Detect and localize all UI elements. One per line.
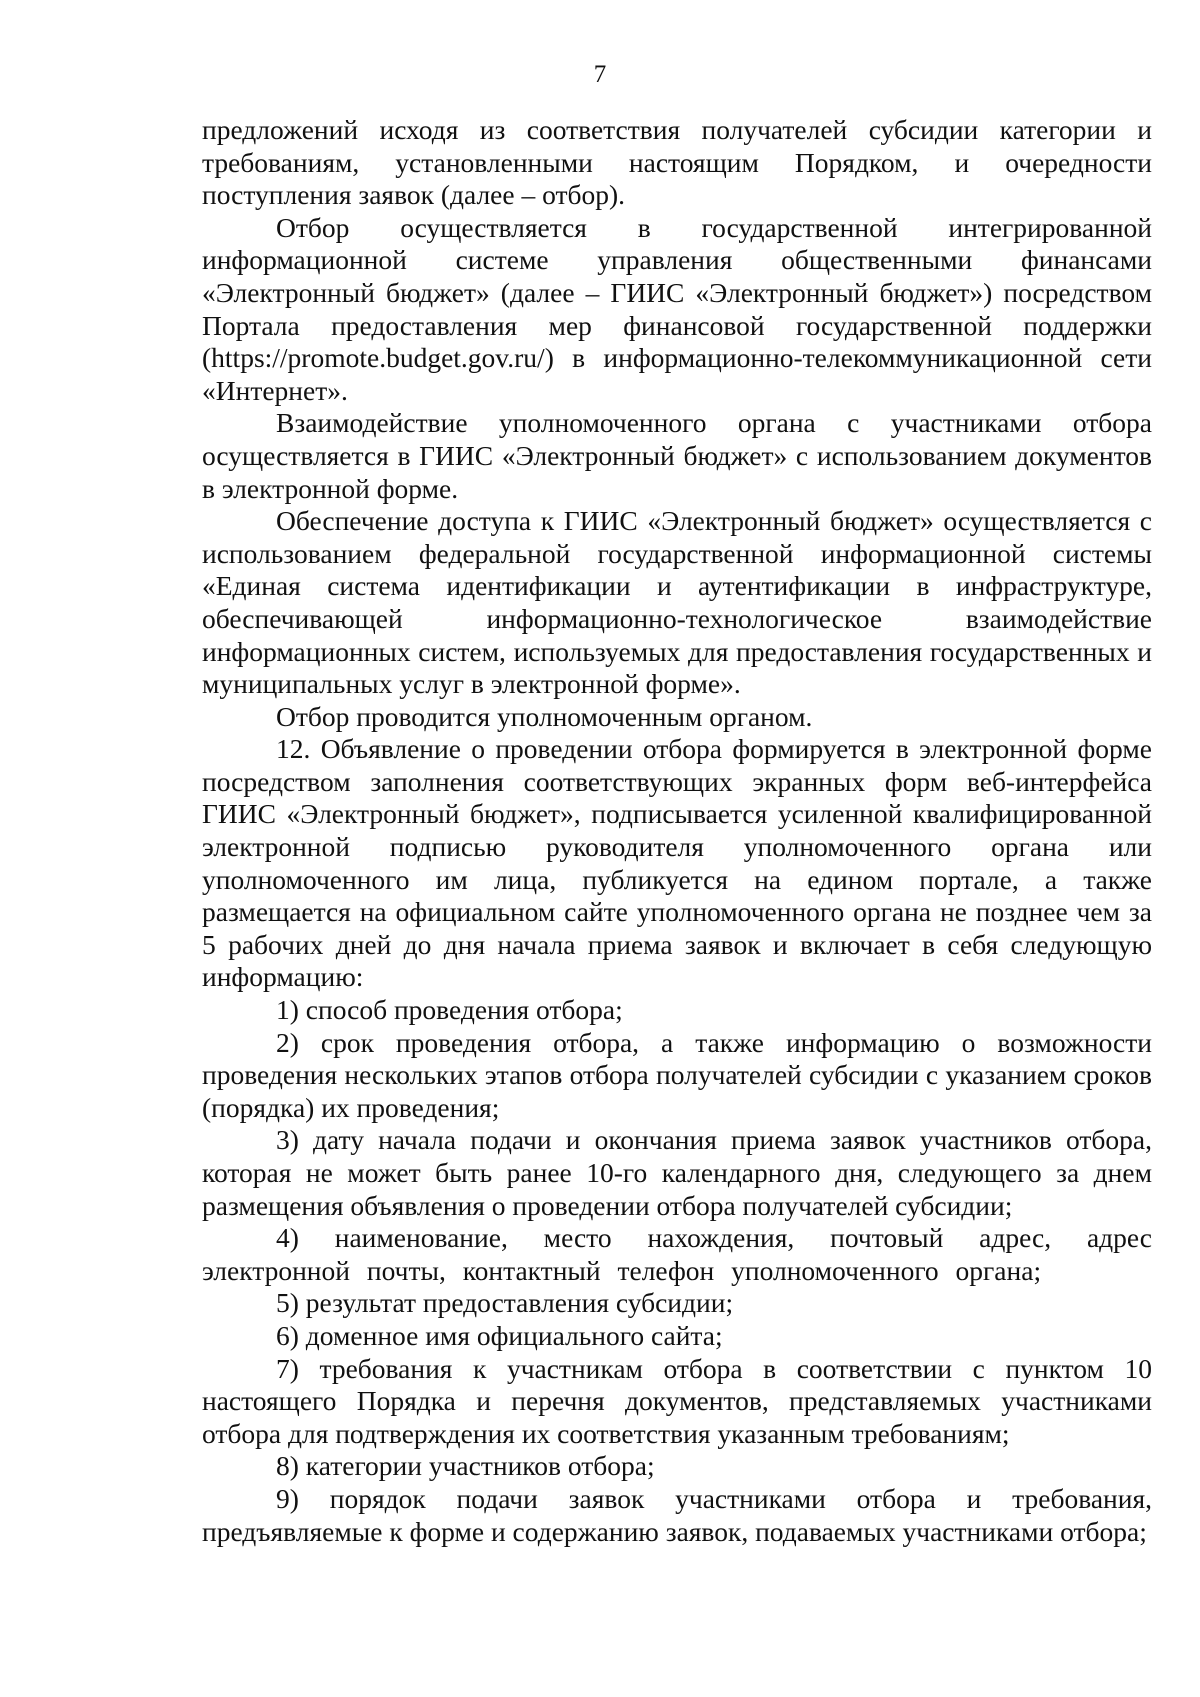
list-item-2: 2) срок проведения отбора, а также информацию о возможности проведения нескольких этапов отбора получателей субсидии с указанием сроков (порядка) их проведения;	[202, 1026, 1152, 1123]
list-item-3: 3) дату начала подачи и окончания приема заявок участников отбора, которая не может быть ранее 10-го календарного дня, следующего за днем размещения объявления о проведении отбора получателей субсидии;	[202, 1124, 1152, 1221]
paragraph-interaction: Взаимодействие уполномоченного органа с участниками отбора осуществляется в ГИИС «Электронный бюджет» с использованием документов в электронной форме.	[202, 407, 1152, 504]
list-item-4: 4) наименование, место нахождения, почтовый адрес, адрес электронной почты, контактный телефон уполномоченного органа;	[202, 1222, 1152, 1286]
document-body	[202, 114, 1152, 1548]
list-item-7: 7) требования к участникам отбора в соответствии с пунктом 10 настоящего Порядка и перечня документов, представляемых участниками отбора для подтверждения их соответствия указанным требованиям;	[202, 1352, 1152, 1449]
list-item-6: 6) доменное имя официального сайта;	[276, 1319, 723, 1351]
list-item-5: 5) результат предоставления субсидии;	[276, 1287, 734, 1319]
paragraph-12-announcement: 12. Объявление о проведении отбора формируется в электронной форме посредством заполнения соответствующих экранных форм веб-интерфейса ГИИС «Электронный бюджет», подписывается усиленной квалифицированной электронной подписью руководителя уполномоченного органа или уполномоченного им лица, публикуется на едином портале, а также размещается на официальном сайте уполномоченного органа не позднее чем за 5 рабочих дней до дня начала приема заявок и включает в себя следующую информацию:	[202, 733, 1152, 993]
paragraph-conducted-by: Отбор проводится уполномоченным органом.	[276, 700, 813, 732]
paragraph-access: Обеспечение доступа к ГИИС «Электронный бюджет» осуществляется с использованием федеральной государственной информационной системы «Единая система идентификации и аутентификации в инфраструктуре, обеспечивающей информационно-технологическое взаимодействие информационных систем, используемых для предоставления государственных и муниципальных услуг в электронной форме».	[202, 505, 1152, 700]
paragraph-giis-electronic-budget: Отбор осуществляется в государственной интегрированной информационной системе управления общественными финансами «Электронный бюджет» (далее – ГИИС «Электронный бюджет») посредством Портала предоставления мер финансовой государственной поддержки (https://promote.budget.gov.ru/) в информационно-телекоммуникационной сети «Интернет».	[202, 211, 1152, 406]
list-item-8: 8) категории участников отбора;	[276, 1450, 655, 1482]
list-item-1: 1) способ проведения отбора;	[276, 994, 623, 1026]
list-item-9: 9) порядок подачи заявок участниками отбора и требования, предъявляемые к форме и содержанию заявок, подаваемых участниками отбора;	[202, 1482, 1152, 1547]
paragraph-selection-continuation: предложений исходя из соответствия получателей субсидии категории и требованиям, установленными настоящим Порядком, и очередности поступления заявок (далее – отбор).	[202, 114, 1152, 211]
page-number: 7	[593, 61, 607, 88]
